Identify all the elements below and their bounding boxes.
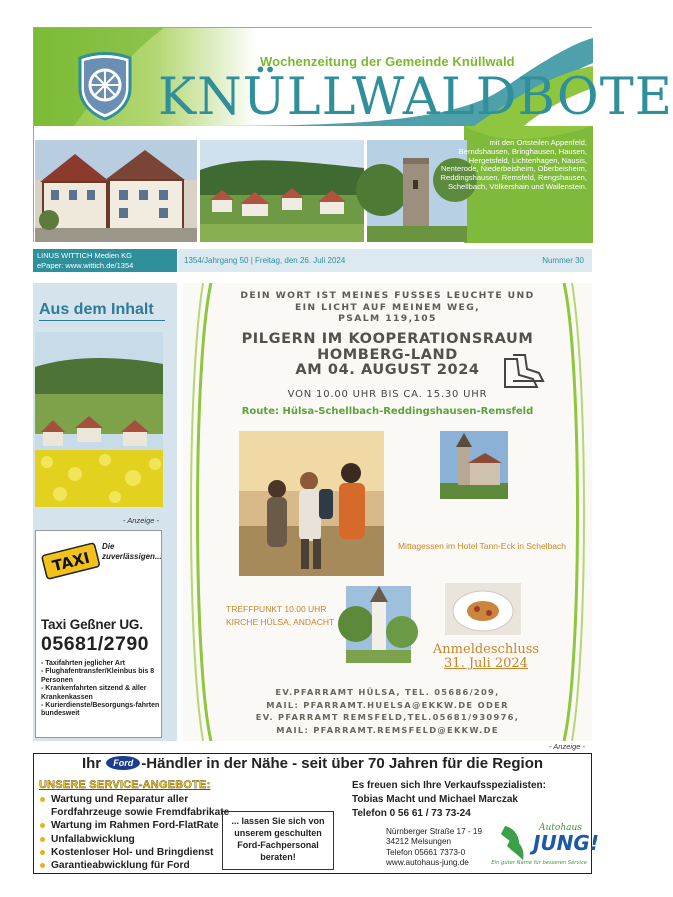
contact-line[interactable]: MAIL: PFARRAMT.HUELSA@EKKW.DE ODER xyxy=(266,699,509,710)
bullet-icon xyxy=(40,823,45,828)
logo-top-text: Autohaus xyxy=(539,823,582,833)
meeting-line: KIRCHE HÜLSA, ANDACHT xyxy=(226,617,335,627)
ford-logo-icon: Ford xyxy=(106,756,140,770)
meeting-line: TREFFPUNKT 10.00 UHR xyxy=(226,604,327,614)
photo-village-landscape xyxy=(200,140,364,242)
taxi-tagline: Die zuverlässigen... xyxy=(102,542,162,561)
taxi-sign-text: TAXI xyxy=(50,548,92,576)
list-item xyxy=(39,819,247,832)
contact-line: EV. PFARRAMT REMSFELD,TEL.05681/930976, xyxy=(255,712,520,722)
headline-suffix: -Händler in der Nähe - seit über 70 Jahren für die Region xyxy=(141,755,544,772)
publisher-box xyxy=(33,249,177,272)
services-title: UNSERE SERVICE-ANGEBOTE: xyxy=(39,779,211,791)
issue-bar xyxy=(178,249,592,272)
bullet-icon xyxy=(40,863,45,868)
bullet-icon xyxy=(40,837,45,842)
service-text: Kostenloser Hol- und Bringdienst xyxy=(51,846,214,858)
headline-line: AM 04. AUGUST 2024 xyxy=(295,362,480,378)
taxi-services xyxy=(41,660,161,719)
list-item xyxy=(39,833,247,846)
specialists-line: Tobias Macht und Michael Marczak xyxy=(352,794,518,805)
contact-line: EV.PFARRAMT HÜLSA, TEL. 05686/209, xyxy=(275,687,500,697)
psalm-line: PSALM 119,105 xyxy=(338,313,437,324)
taxi-advert[interactable] xyxy=(35,530,162,738)
taxi-phone[interactable]: 05681/2790 xyxy=(41,633,150,655)
dealer-address xyxy=(386,827,482,868)
pilgrimage-flyer xyxy=(183,283,592,741)
list-item xyxy=(39,846,247,859)
list-item xyxy=(39,859,247,872)
sales-specialists xyxy=(352,779,546,821)
address-line: Nürnberger Straße 17 - 19 xyxy=(386,827,483,836)
address-line[interactable]: Telefon 05661 7373-0 xyxy=(386,847,466,857)
taxi-company: Taxi Geßner UG. xyxy=(41,617,143,632)
photo-church-huelsa xyxy=(440,431,508,499)
contents-title: Aus dem Inhalt xyxy=(39,301,154,318)
ford-headline xyxy=(34,754,591,775)
contents-divider xyxy=(39,320,165,321)
photo-lunch-plate xyxy=(445,583,521,635)
ad-marker: - Anzeige - xyxy=(549,742,585,751)
issue-info: 1354/Jahrgang 50 | Freitag, den 26. Juli 2024 xyxy=(184,256,346,265)
masthead xyxy=(33,27,673,242)
service-text: Unfallabwicklung xyxy=(51,833,135,845)
bullet-icon xyxy=(40,797,45,802)
event-time: VON 10.00 UHR BIS CA. 15.30 UHR xyxy=(287,389,488,400)
psalm-line: EIN LICHT AUF MEINEM WEG, xyxy=(294,301,481,313)
advice-box: ... lassen Sie sich von unserem geschulten Ford-Fachpersonal beraten! xyxy=(222,811,334,870)
contents-sidebar xyxy=(33,283,177,741)
ford-dealer-advert[interactable] xyxy=(33,753,599,874)
coat-of-arms-icon xyxy=(76,50,134,120)
headline-line: PILGERN IM KOOPERATIONSRAUM xyxy=(241,331,534,347)
issue-number: Nummer 30 xyxy=(542,256,584,265)
contact-line[interactable]: MAIL: PFARRAMT.REMSFELD@EKKW.DE xyxy=(276,724,499,735)
psalm-line: DEIN WORT IST MEINES FUSSES LEUCHTE UND xyxy=(240,290,535,301)
ad-marker: - Anzeige - xyxy=(123,516,159,525)
list-item: - Kurierdienste/Besorgungs-fahrten bundesweit xyxy=(41,702,160,718)
psalm-quote xyxy=(183,290,592,325)
hiking-boots-icon xyxy=(499,353,545,393)
logo-slogan: Ein guter Name für besseren Service xyxy=(491,860,587,866)
masthead-title: KNÜLLWALDBOTE xyxy=(158,68,673,127)
lunch-info: Mittagessen im Hotel Tann-Eck in Schelbach xyxy=(397,541,567,551)
photo-hikers xyxy=(239,431,384,576)
logo-main-text: JUNG! xyxy=(533,831,599,855)
list-item: - Flughafentransfer/Kleinbus bis 8 Personen xyxy=(41,668,155,684)
service-text: Garantieabwicklung für Ford xyxy=(51,860,190,872)
deadline-line: Anmeldeschluss xyxy=(432,642,540,657)
address-line: 34212 Melsungen xyxy=(386,837,452,847)
headline-prefix: Ihr xyxy=(81,755,102,772)
service-text: Wartung im Rahmen Ford-FlatRate xyxy=(51,820,219,832)
photo-half-timbered-houses xyxy=(35,140,197,242)
photo-church-remsfeld xyxy=(346,586,411,663)
specialists-line: Es freuen sich Ihre Verkaufsspezialisten: xyxy=(352,780,546,791)
taxi-sign-icon xyxy=(40,539,102,585)
masthead-subtitle: Wochenzeitung der Gemeinde Knüllwald xyxy=(260,54,515,69)
dealer-website[interactable]: www.autohaus-jung.de xyxy=(386,857,469,867)
list-item: - Taxifahrten jeglicher Art xyxy=(41,660,126,667)
specialists-line[interactable]: Telefon 0 56 61 / 73 73-24 xyxy=(352,808,471,819)
publisher-name: LINUS WITTICH Medien KG xyxy=(37,251,133,260)
service-text: Wartung und Reparatur aller Fordfahrzeuge sowie Fremdfabrikate xyxy=(51,794,230,819)
services-list xyxy=(39,793,247,872)
village-list: mit den Ortsteilen Appenfeld, Berndshausen, Bringhausen, Hausen, Hergetsfeld, Lichtenhagen, Nausis, Nenterode, Niederbeisheim, Oberbeisheim, Reddingshausen, Remsfeld, Rengshausen, Schellbach, Völkershain und Wallenstein. xyxy=(440,138,587,191)
event-route: Route: Hülsa-Schellbach-Reddingshausen-Remsfeld xyxy=(241,406,534,417)
registration-deadline xyxy=(431,643,541,671)
meeting-point xyxy=(226,603,334,629)
headline-line: HOMBERG-LAND xyxy=(317,346,458,363)
autohaus-jung-logo xyxy=(491,820,599,872)
list-item: - Krankenfahrten sitzend & aller Krankenkassen xyxy=(41,685,147,701)
epaper-link[interactable]: ePaper: www.wittich.de/1354 xyxy=(37,260,134,270)
bullet-icon xyxy=(40,850,45,855)
list-item xyxy=(39,793,247,819)
contact-block xyxy=(183,686,592,736)
photo-rapeseed-field xyxy=(35,332,163,507)
deadline-line: 31. Juli 2024 xyxy=(444,656,528,671)
